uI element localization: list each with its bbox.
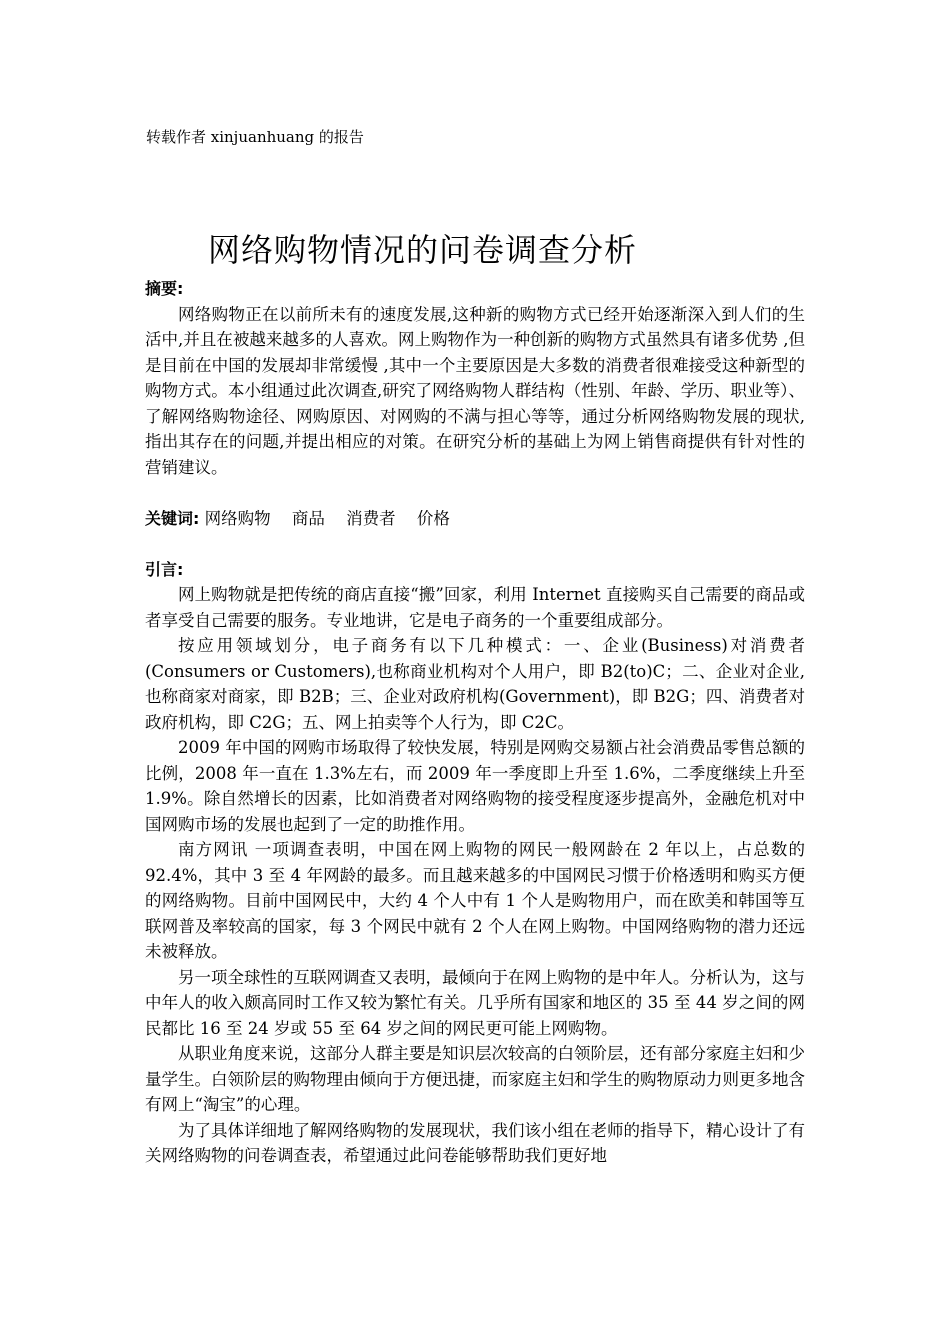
intro-paragraph: 另一项全球性的互联网调查又表明，最倾向于在网上购物的是中年人。分析认为，这与中年人的收入颇高同时工作又较为繁忙有关。几乎所有国家和地区的 35 至 44 岁之间的网民都比 16 至 24 岁或 55 至 64 岁之间的网民更可能上网购物。 — [145, 967, 805, 1038]
page-title: 网络购物情况的问卷调查分析 — [208, 231, 638, 269]
keywords-label: 关键词: — [145, 508, 200, 528]
keyword-item: 消费者 — [346, 508, 396, 528]
intro-paragraph: 从职业角度来说，这部分人群主要是知识层次较高的白领阶层，还有部分家庭主妇和少量学生。白领阶层的购物理由倾向于方便迅捷，而家庭主妇和学生的购物原动力则更多地含有网上“淘宝”的心理。 — [145, 1044, 805, 1114]
abstract-label: 摘要: — [145, 279, 184, 298]
intro-heading — [145, 557, 805, 583]
intro-paragraph: 网上购物就是把传统的商店直接“搬”回家，利用 Internet 直接购买自己需要的商品或者享受自己需要的服务。专业地讲，它是电子商务的一个重要组成部分。 — [145, 585, 805, 630]
intro-paragraph: 2009 年中国的网购市场取得了较快发展，特别是网购交易额占社会消费品零售总额的比例，2008 年一直在 1.3%左右，而 2009 年一季度即上升至 1.6%，二季度继续上升至 1.9%。除自然增长的因素，比如消费者对网络购物的接受程度逐步提高外，金融危机对中国网购市场的发展也起到了一定的助推作用。 — [145, 738, 805, 834]
intro-paragraph: 为了具体详细地了解网络购物的发展现状，我们该小组在老师的指导下，精心设计了有关网络购物的问卷调查表，希望通过此问卷能够帮助我们更好地 — [145, 1120, 805, 1165]
abstract-paragraph: 网络购物正在以前所未有的速度发展,这种新的购物方式已经开始逐渐深入到人们的生活中,并且在被越来越多的人喜欢。网上购物作为一种创新的购物方式虽然具有诸多优势 ,但是目前在中国的发展却非常缓慢 ,其中一个主要原因是大多数的消费者很难接受这种新型的购物方式。本小组通过此次调查,研究了网络购物人群结构（性别、年龄、学历、职业等）、了解网络购物途径、网购原因、对网购的不满与担心等等，通过分析网络购物发展的现状,指出其存在的问题,并提出相应的对策。在研究分析的基础上为网上销售商提供有针对性的营销建议。 — [145, 304, 805, 477]
intro-label: 引言: — [145, 559, 184, 579]
keyword-item: 商品 — [291, 508, 325, 528]
keywords-line — [145, 506, 805, 532]
abstract-heading — [145, 276, 805, 302]
spacer — [145, 480, 805, 506]
author-byline: 转载作者 xinjuanhuang 的报告 — [146, 128, 364, 146]
document-body — [145, 276, 805, 1169]
intro-paragraph: 南方网讯 一项调查表明，中国在网上购物的网民一般网龄在 2 年以上，占总数的 92.4%，其中 3 至 4 年网龄的最多。而且越来越多的中国网民习惯于价格透明和购买方便的网络购物。目前中国网民中，大约 4 个人中有 1 个人是购物用户，而在欧美和韩国等互联网普及率较高的国家，每 3 个网民中就有 2 个人在网上购物。中国网络购物的潜力还远未被释放。 — [145, 840, 805, 961]
spacer — [145, 531, 805, 557]
keyword-item: 网络购物 — [204, 508, 271, 528]
intro-paragraph: 按应用领域划分，电子商务有以下几种模式：一、企业(Business)对消费者(Consumers or Customers),也称商业机构对个人用户，即 B2(to)C；二、企业对企业,也称商家对商家，即 B2B；三、企业对政府机构(Government)，即 B2G；四、消费者对政府机构，即 C2G；五、网上拍卖等个人行为，即 C2C。 — [145, 636, 805, 732]
keyword-item: 价格 — [416, 508, 450, 528]
